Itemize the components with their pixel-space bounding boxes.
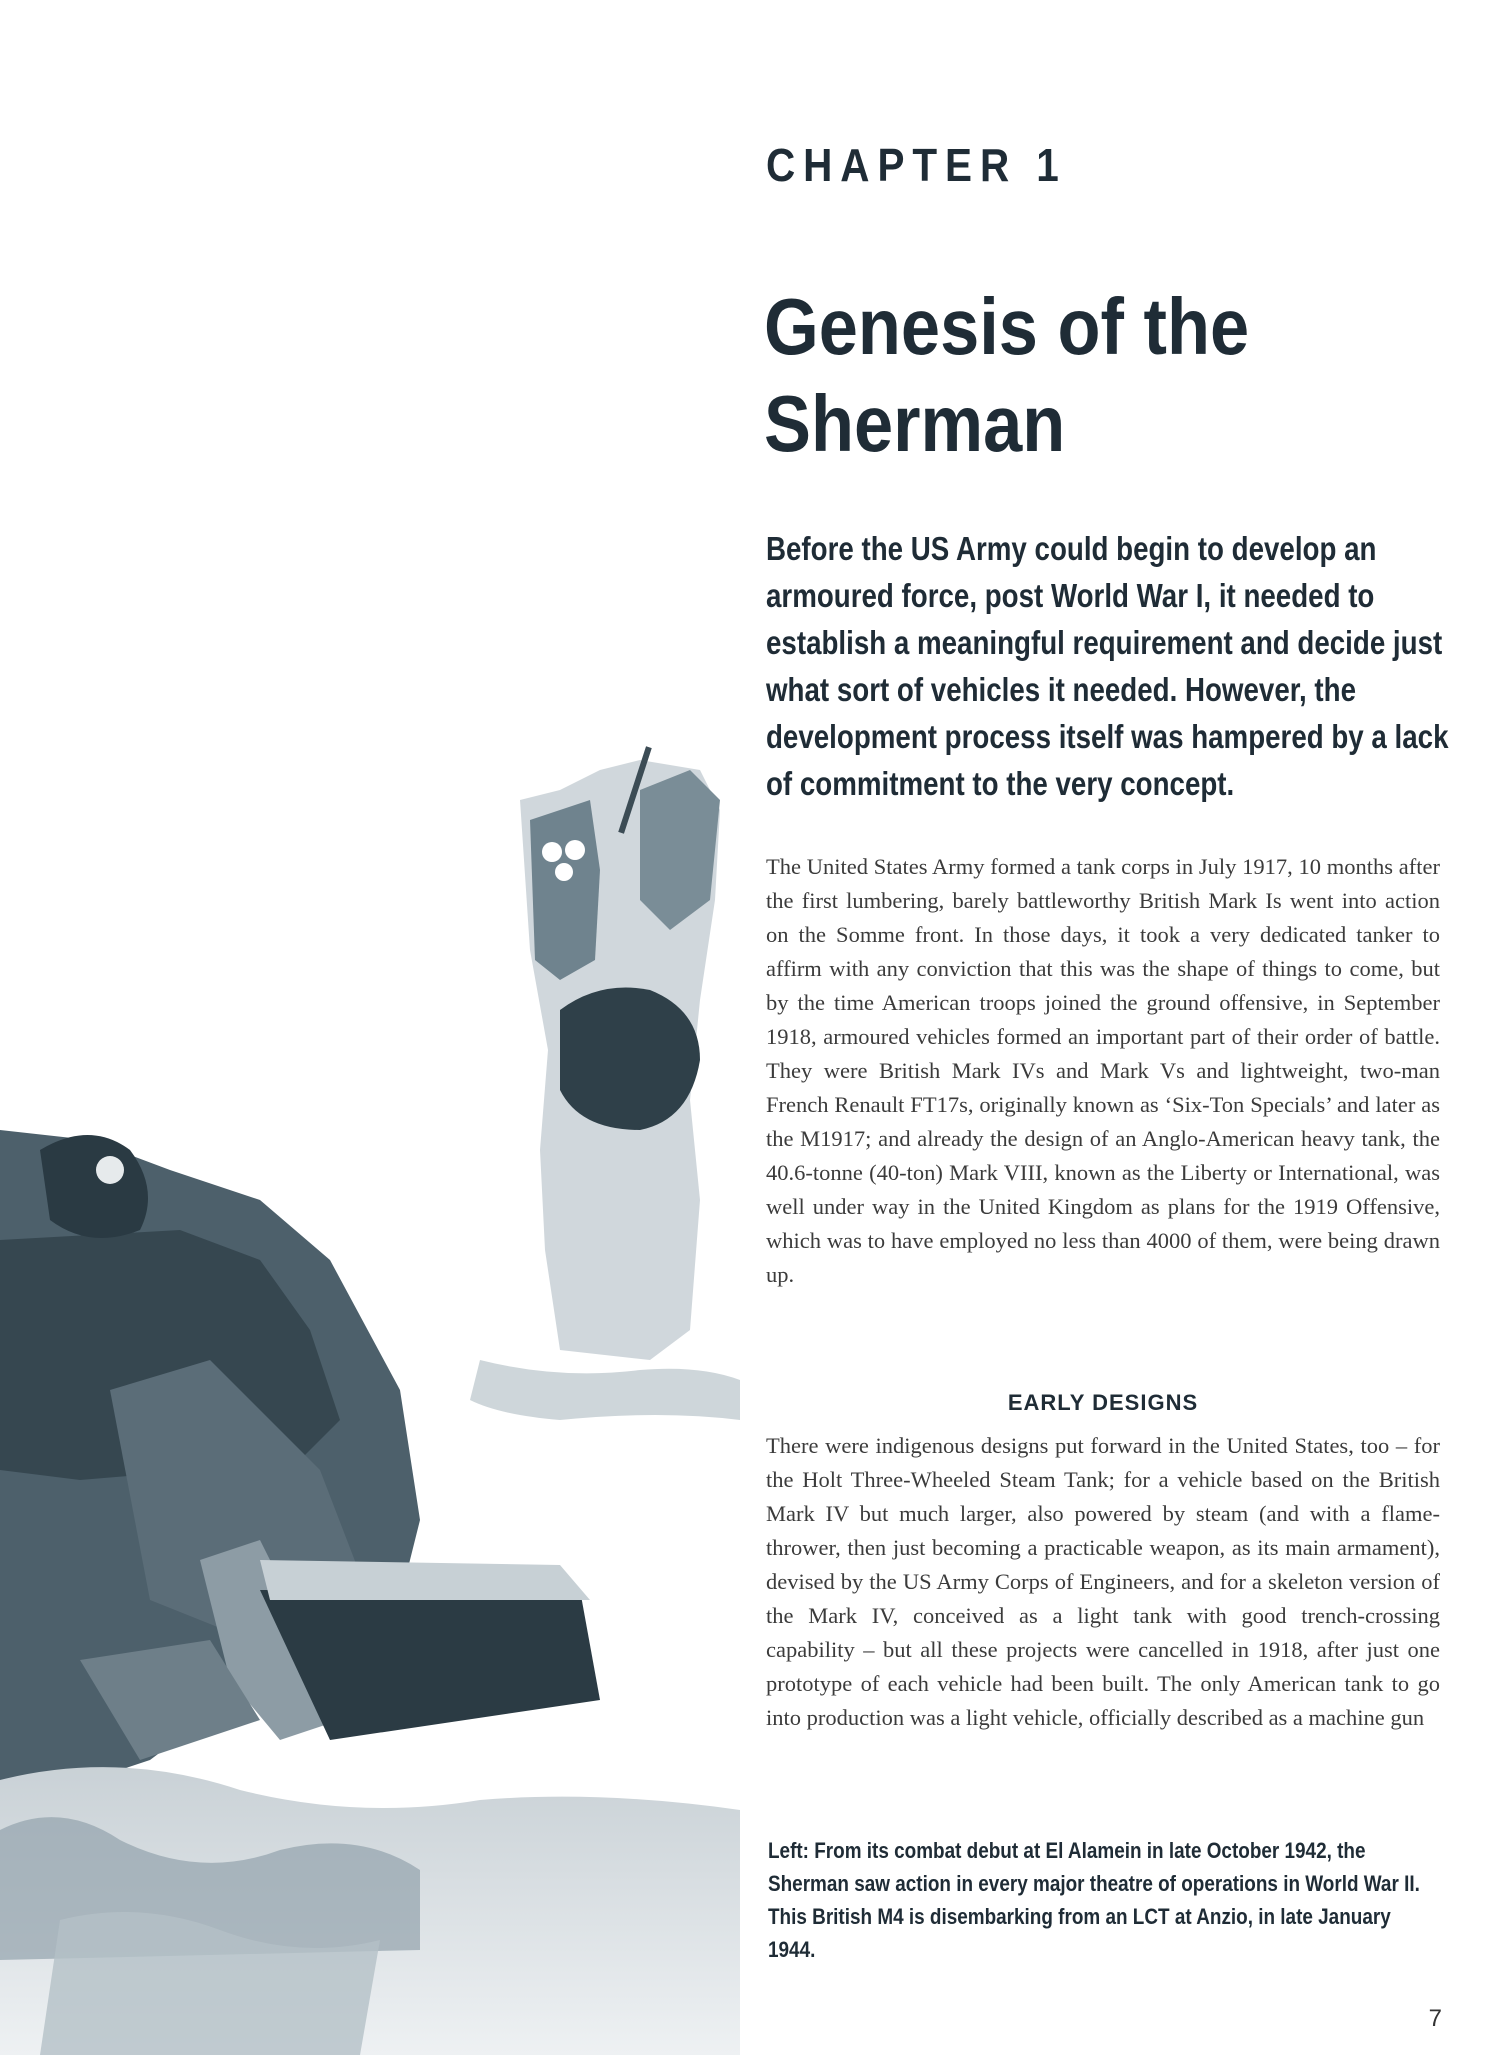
chapter-title: Genesis of the Sherman — [764, 282, 1250, 468]
body-paragraph-2: There were indigenous designs put forward in the United States, too – for the Holt Three-Wheeled Steam Tank; for a vehicle based on the British Mark IV but much larger, also powered by steam (and with a flame-thrower, then just becoming a practicable weapon, as its main armament), devised by the US Army Corps of Engineers, and for a skeleton version of the Mark IV, conceived as a light tank with good trench-crossing capability – but all these projects were cancelled in 1918, after just one prototype of each vehicle had been built. The only American tank to go into production was a light vehicle, officially described as a machine gun — [766, 1433, 1440, 1730]
chapter-lead-paragraph: Before the US Army could begin to develop an armoured force, post World War I, it needed to establish a meaningful requirement and decide just what sort of vehicles it needed. However, the development process itself was hampered by a lack of commitment to the very concept. — [766, 530, 1449, 802]
page-number: 7 — [1428, 2005, 1442, 2032]
body-paragraph-1: The United States Army formed a tank corps in July 1917, 10 months after the first lumbering, barely battleworthy British Mark Is went into action on the Somme front. In those days, it took a very dedicated tanker to affirm with any conviction that this was the shape of things to come, but by the time American troops joined the ground offensive, in September 1918, armoured vehicles formed an important part of their order of battle. They were British Mark IVs and Mark Vs and lightweight, two-man French Renault FT17s, originally known as ‘Six-Ton Specials’ and later as the M1917; and already the design of an Anglo-American heavy tank, the 40.6-tonne (40-ton) Mark VIII, known as the Liberty or International, was well under way in the United Kingdom as plans for the 1919 Offensive, which was to have employed no less than 4000 of them, were being drawn up. — [766, 854, 1440, 1287]
sherman-landing-photo — [0, 0, 740, 2055]
chapter-label: CHAPTER 1 — [766, 139, 1067, 191]
photo-caption: Left: From its combat debut at El Alamein in late October 1942, the Sherman saw action in every major theatre of operations in World War II. This British M4 is disembarking from an LCT at Anzio, in late January 1944. — [768, 1838, 1420, 1962]
section-subheading: EARLY DESIGNS — [1007, 1390, 1199, 1415]
